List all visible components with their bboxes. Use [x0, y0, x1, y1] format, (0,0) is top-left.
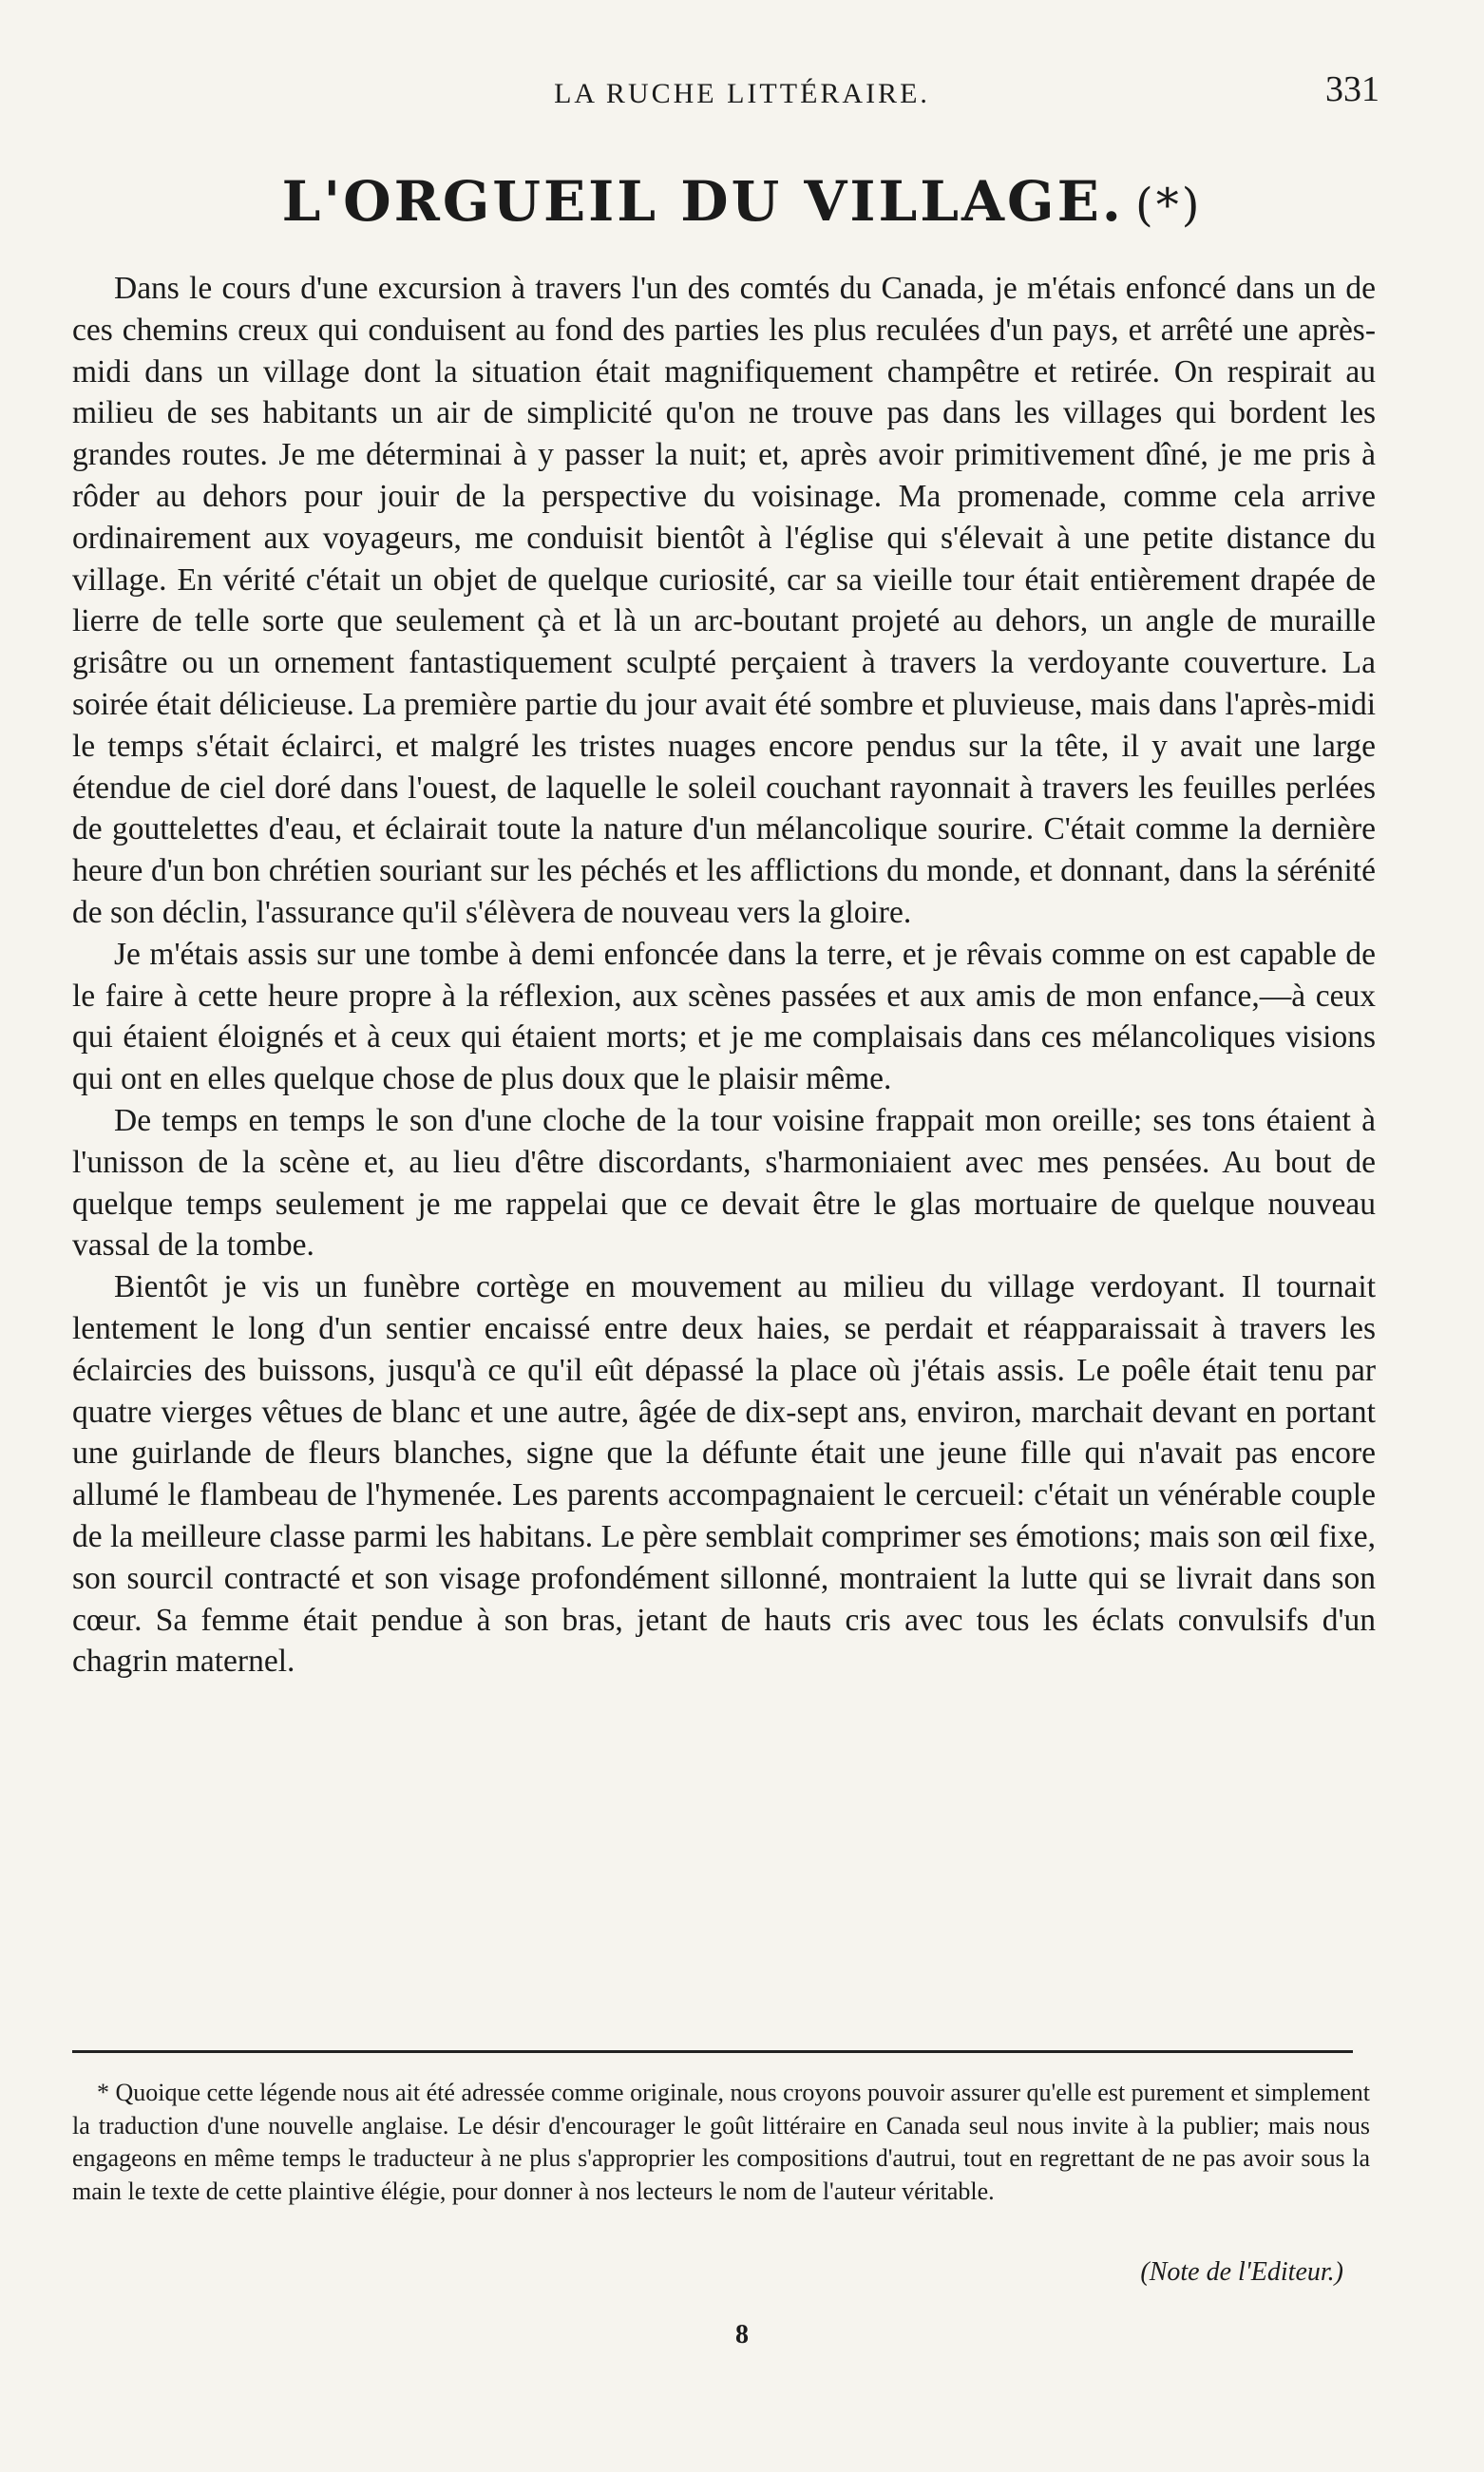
- article-body: [72, 268, 1376, 1683]
- paragraph: Bientôt je vis un funèbre cortège en mouvement au milieu du village verdoyant. Il tournait lentement le long d'un sentier encaissé entre deux haies, se perdait et réapparaissait à travers les éclaircies des buissons, jusqu'à ce qu'il eût dépassé la place où j'étais assis. Le poêle était tenu par quatre vierges vêtues de blanc et une autre, âgée de dix-sept ans, environ, marchait devant en portant une guirlande de fleurs blanches, signe que la défunte était une jeune fille qui n'avait pas encore allumé le flambeau de l'hymenée. Les parents accompagnaient le cercueil: c'était un vénérable couple de la meilleure classe parmi les habitans. Le père semblait comprimer ses émotions; mais son œil fixe, son sourcil contracté et son visage profondément sillonné, montraient la lutte qui se livrait dans son cœur. Sa femme était pendue à son bras, jetant de hauts cris avec tous les éclats convulsifs d'un chagrin maternel.: [72, 1269, 1376, 1680]
- article-title: [0, 169, 1484, 234]
- paragraph: Je m'étais assis sur une tombe à demi enfoncée dans la terre, et je rêvais comme on est capable de le faire à cette heure propre à la réflexion, aux scènes passées et aux amis de mon enfance,—à ceux qui étaient éloignés et à ceux qui étaient morts; et je me complaisais dans ces mélancoliques visions qui ont en elles quelque chose de plus doux que le plaisir même.: [72, 936, 1376, 1097]
- article-title-text: L'ORGUEIL DU VILLAGE.: [281, 169, 1124, 234]
- footnote-divider: [72, 2050, 1353, 2053]
- footnote-reference-mark: (*): [1134, 179, 1203, 232]
- running-head: LA RUCHE LITTÉRAIRE.: [554, 78, 930, 109]
- printer-signature-mark: 8: [735, 2320, 749, 2349]
- footnote-text: * Quoique cette légende nous ait été adressée comme originale, nous croyons pouvoir assurer qu'elle est purement et simplement la traduction d'une nouvelle anglaise. Le désir d'encourager le goût littéraire en Canada seul nous invite à la publier; mais nous engageons en même temps le traducteur à ne plus s'approprier les compositions d'autrui, tout en regrettant de ne pas avoir sous la main le texte de cette plaintive élégie, pour donner à nos lecteurs le nom de l'auteur véritable.: [72, 2079, 1370, 2205]
- footnote: [72, 2077, 1370, 2208]
- paragraph: De temps en temps le son d'une cloche de la tour voisine frappait mon oreille; ses tons étaient à l'unisson de la scène et, au lieu d'être discordants, s'harmoniaient avec mes pensées. Au bout de quelque temps seulement je me rappelai que ce devait être le glas mortuaire de quelque nouveau vassal de la tombe.: [72, 1102, 1376, 1264]
- footnote-signature: (Note de l'Editeur.): [1140, 2257, 1343, 2287]
- paragraph: Dans le cours d'une excursion à travers l'un des comtés du Canada, je m'étais enfoncé dans un de ces chemins creux qui conduisent au fond des parties les plus reculées d'un pays, et arrêté une après-midi dans un village dont la situation était magnifiquement champêtre et retirée. On respirait au milieu de ses habitants un air de simplicité qu'on ne trouve pas dans les villages qui bordent les grandes routes. Je me déterminai à y passer la nuit; et, après avoir primitivement dîné, je me pris à rôder au dehors pour jouir de la perspective du voisinage. Ma promenade, comme cela arrive ordinairement aux voyageurs, me conduisit bientôt à l'église qui s'élevait à une petite distance du village. En vérité c'était un objet de quelque curiosité, car sa vieille tour était entièrement drapée de lierre de telle sorte que seulement çà et là un arc-boutant projeté au dehors, un angle de muraille grisâtre ou un ornement fantastiquement sculpté perçaient à travers la verdoyante couverture. La soirée était délicieuse. La première partie du jour avait été sombre et pluvieuse, mais dans l'après-midi le temps s'était éclairci, et malgré les tristes nuages encore pendus sur la tête, il y avait une large étendue de ciel doré dans l'ouest, de laquelle le soleil couchant rayonnait à travers les feuilles perlées de gouttelettes d'eau, et éclairait toute la nature d'un mélancolique sourire. C'était comme la dernière heure d'un bon chrétien souriant sur les péchés et les afflictions du monde, et donnant, dans la sérénité de son déclin, l'assurance qu'il s'élèvera de nouveau vers la gloire.: [72, 271, 1376, 930]
- page-number: 331: [1325, 69, 1379, 109]
